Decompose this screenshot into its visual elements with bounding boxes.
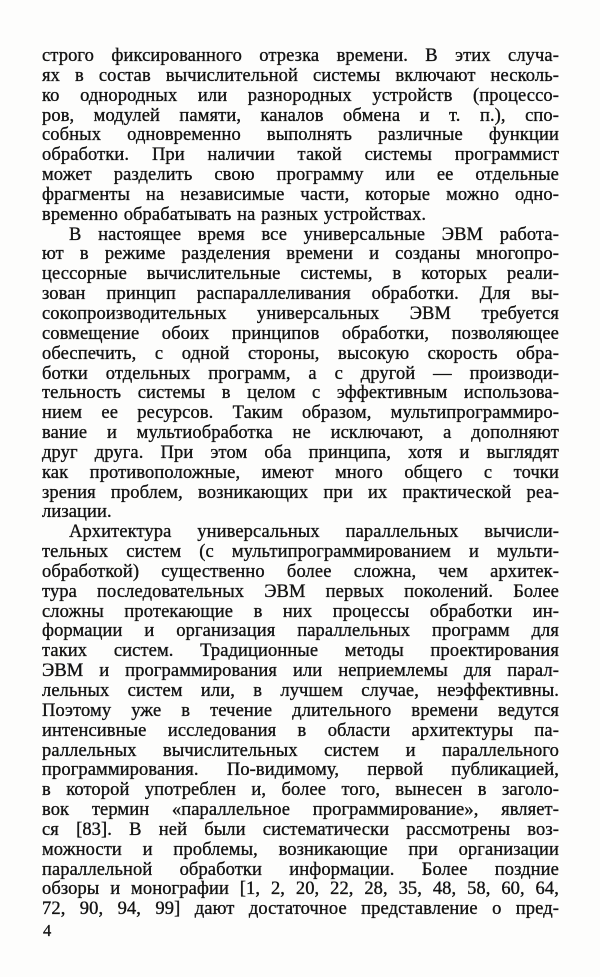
text-line: ров, модулей памяти, каналов обмена и т. п.), спо-	[42, 105, 559, 126]
text-line: интенсивные исследования в области архитектуры па-	[42, 720, 559, 741]
text-line: ЭВМ и программирования или неприемлемы для парал-	[42, 661, 559, 682]
text-line: может разделить свою программу или ее отдельные	[42, 165, 559, 186]
text-line: вание и мультиобработка не исключают, а дополняют	[42, 423, 559, 444]
text-line: совмещение обоих принципов обработки, позволяющее	[42, 323, 559, 344]
text-line: обеспечить, с одной стороны, высокую скорость обра-	[42, 343, 559, 364]
text-line: в которой употреблен и, более того, вынесен в заголо-	[42, 780, 559, 801]
text-line: тельность системы в целом с эффективным использова-	[42, 383, 559, 404]
text-line: тура последовательных ЭВМ первых поколений. Более	[42, 581, 559, 602]
text-line: можности и проблемы, возникающие при организации	[42, 839, 559, 860]
body-text-block	[42, 47, 559, 920]
text-line: временно обрабатывать на разных устройствах.	[42, 204, 427, 225]
text-line: строго фиксированного отрезка времени. В этих случа-	[42, 46, 559, 66]
text-line: зрения проблем, возникающих при их практической реа-	[42, 482, 559, 503]
text-line: обработкой) существенно более сложна, чем архитек-	[42, 561, 559, 582]
text-line: ся [83]. В ней были систематически рассмотрены воз-	[42, 819, 559, 840]
text-line: друг друга. При этом оба принципа, хотя и выглядят	[42, 442, 559, 463]
text-line: тельных систем (с мультипрограммированием и мульти-	[42, 542, 559, 563]
text-line: зован принцип распараллеливания обработки. Для вы-	[42, 284, 559, 305]
text-line: Архитектура универсальных параллельных вычисли-	[69, 522, 559, 543]
text-line: формации и организация параллельных программ для	[42, 621, 559, 642]
text-line: лизации.	[42, 502, 112, 523]
text-line: цессорные вычислительные системы, в которых реали-	[42, 264, 559, 285]
text-line: В настоящее время все универсальные ЭВМ работа-	[69, 224, 559, 245]
text-line: фрагменты на независимые части, которые можно одно-	[42, 184, 559, 205]
text-line: сложны протекающие в них процессы обработки ин-	[42, 601, 559, 622]
text-line: раллельных вычислительных систем и параллельного	[42, 740, 559, 761]
text-line: ботки отдельных программ, а с другой — производи-	[42, 363, 559, 384]
text-line: таких систем. Традиционные методы проектирования	[42, 641, 559, 662]
text-line: параллельной обработки информации. Более поздние	[42, 859, 559, 880]
text-line: как противоположные, имеют много общего с точки	[42, 462, 559, 483]
text-line: 72, 90, 94, 99] дают достаточное представление о пред-	[42, 899, 559, 920]
text-line: нием ее ресурсов. Таким образом, мультипрограммиро-	[42, 403, 559, 424]
text-line: ко однородных или разнородных устройств (процессо-	[42, 85, 559, 106]
text-line: собных одновременно выполнять различные функции	[42, 125, 559, 146]
text-line: лельных систем или, в лучшем случае, неэффективны.	[42, 681, 559, 701]
text-line: вок термин «параллельное программирование», являет-	[42, 800, 559, 821]
page-number: 4	[43, 921, 52, 940]
text-line: программирования. По-видимому, первой публикацией,	[42, 760, 559, 781]
text-line: обзоры и монографии [1, 2, 20, 22, 28, 35, 48, 58, 60, 64,	[42, 879, 559, 900]
text-line: Поэтому уже в течение длительного времени ведутся	[42, 700, 559, 721]
text-line: обработки. При наличии такой системы программист	[42, 145, 559, 166]
text-line: ют в режиме разделения времени и созданы многопро-	[42, 244, 559, 265]
text-line: ях в состав вычислительной системы включают несколь-	[42, 65, 559, 86]
text-line: сокопроизводительных универсальных ЭВМ требуется	[42, 303, 559, 324]
